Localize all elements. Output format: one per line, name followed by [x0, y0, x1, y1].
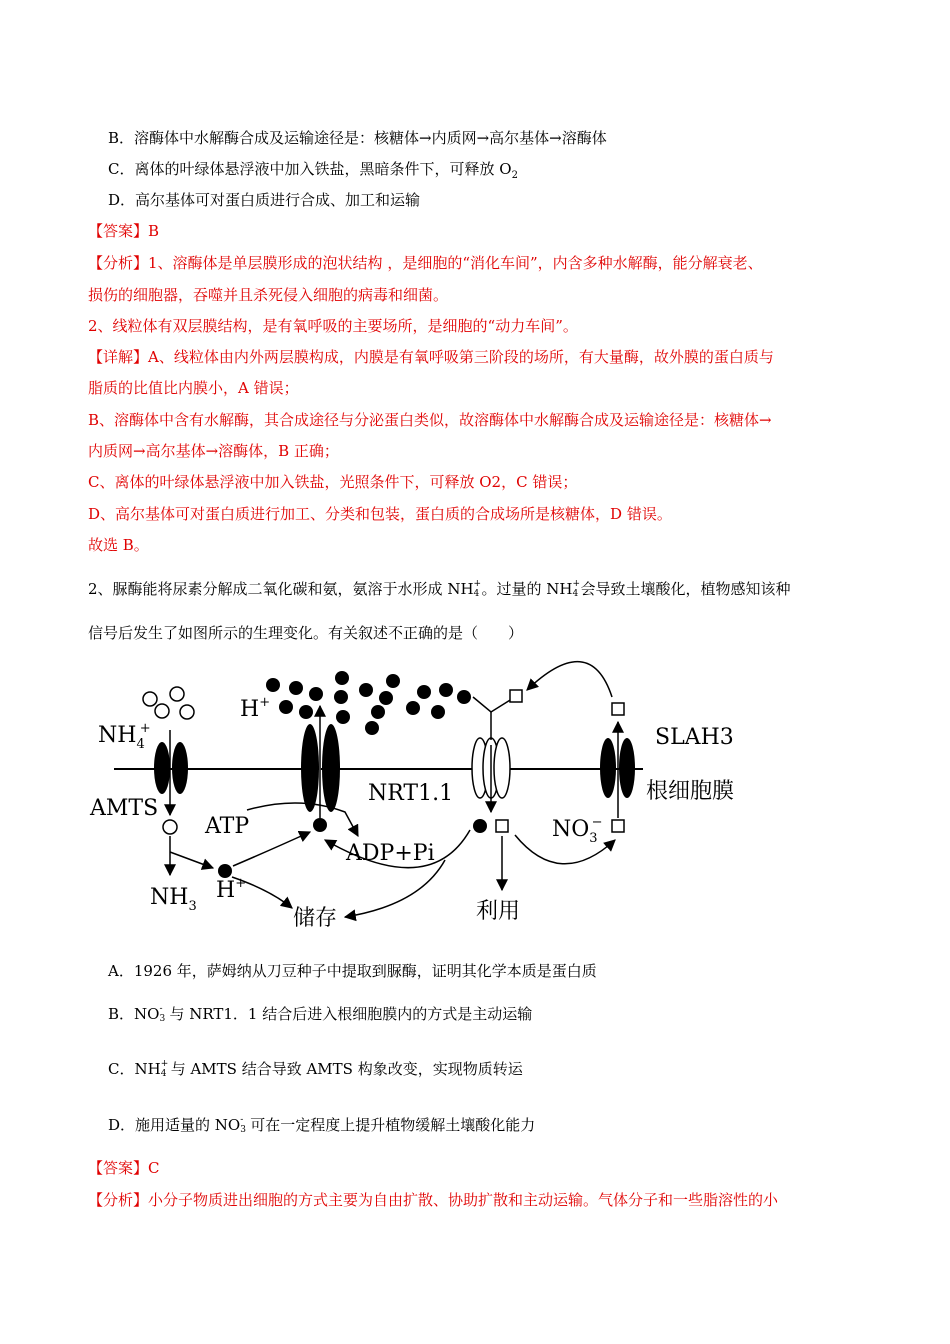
h-plus-dot — [218, 864, 232, 878]
nh4-outside-circles — [143, 687, 194, 719]
answer-1: 【答案】B — [88, 222, 160, 240]
nh4-sub: 4 — [473, 589, 480, 599]
proton-pump — [301, 706, 340, 818]
o2-symbol: O — [499, 160, 512, 178]
no3-slah3-inside-square — [612, 820, 624, 832]
no3-outside-square — [510, 690, 522, 702]
detail-line-6: D、高尔基体可对蛋白质进行加工、分类和包装，蛋白质的合成场所是核糖体，D 错误。 — [88, 505, 672, 523]
amts-label: AMTS — [90, 796, 159, 821]
question-2-line-2: 信号后发生了如图所示的生理变化。有关叙述不正确的是（ ） — [88, 624, 524, 642]
q2-option-c — [108, 1058, 523, 1080]
question-2-text-a: 2、脲酶能将尿素分解成二氧化碳和氨，氨溶于水形成 NH — [88, 580, 474, 598]
no3-minus-b: - — [159, 1004, 163, 1014]
o2-subscript: 2 — [511, 170, 518, 181]
analysis-line-1: 【分析】1、溶酶体是单层膜形成的泡状结构 ，是细胞的“消化车间”，内含多种水解酶，能分解衰老、 — [88, 254, 763, 272]
question-2-text-b: 。过量的 NH — [481, 580, 573, 598]
detail-line-3: B、溶酶体中含有水解酶，其合成途径与分泌蛋白类似，故溶酶体中水解酶合成及运输途径是：核糖体→ — [88, 411, 772, 429]
opt-c-post: 与 AMTS 结合导致 AMTS 构象改变，实现物质转运 — [170, 1060, 523, 1078]
q2-option-a: A．1926 年，萨姆纳从刀豆种子中提取到脲酶，证明其化学本质是蛋白质 — [108, 962, 597, 980]
no3-sub-d: 3 — [240, 1125, 246, 1135]
q2-option-d — [108, 1114, 535, 1136]
atp-label: ATP — [205, 814, 250, 839]
h-plus-bottom-label: H+ — [216, 876, 247, 903]
h-plus-top-label: H+ — [240, 695, 271, 722]
nh4-plus: + — [473, 579, 482, 589]
nh4-label: $NH_4+$ — [98, 721, 151, 752]
option-b-line: B．溶酶体中水解酶合成及运输途径是：核糖体→内质网→高尔基体→溶酶体 — [108, 129, 607, 147]
slah3-channel — [600, 722, 635, 818]
nh4-inside-circle — [163, 820, 177, 834]
h-plus-nrt-dot — [473, 819, 487, 833]
membrane-label: 根细胞膜 — [646, 779, 735, 804]
option-d-line: D．高尔基体可对蛋白质进行合成、加工和运输 — [108, 191, 421, 209]
use-label: 利用 — [476, 899, 521, 924]
detail-line-2: 脂质的比值比内膜小，A 错误； — [88, 379, 299, 397]
detail-line-5: C、离体的叶绿体悬浮液中加入铁盐，光照条件下，可释放 O2，C 错误； — [88, 473, 578, 491]
detail-line-7: 故选 B。 — [88, 536, 149, 554]
no3-label: $NO_3-$ — [552, 815, 603, 846]
opt-d-pre: D．施用适量的 NO — [108, 1116, 241, 1134]
no3-inside-square — [496, 820, 508, 832]
nh4-plus-c: + — [160, 1059, 169, 1069]
nrt-label: NRT1.1 — [368, 781, 454, 806]
question-2-text-c: 会导致土壤酸化，植物感知该种 — [580, 580, 791, 598]
nrt1-1-transporter — [472, 697, 515, 812]
nh3-label: $NH_3$ — [150, 885, 197, 914]
analysis-2-line-1: 【分析】小分子物质进出细胞的方式主要为自由扩散、协助扩散和主动运输。气体分子和一些脂溶性的小 — [88, 1191, 779, 1209]
nh4-sub-2: 4 — [572, 589, 579, 599]
analysis-line-2: 损伤的细胞器，吞噬并且杀死侵入细胞的病毒和细菌。 — [88, 286, 449, 304]
analysis-line-3: 2、线粒体有双层膜结构，是有氧呼吸的主要场所，是细胞的“动力车间”。 — [88, 317, 578, 335]
no3-sub-b: 3 — [159, 1014, 166, 1024]
no3-slah3-outside-square — [612, 703, 624, 715]
no3-minus-d: - — [240, 1115, 244, 1125]
opt-d-post: 可在一定程度上提升植物缓解土壤酸化能力 — [250, 1116, 536, 1134]
opt-c-pre: C．NH — [108, 1060, 161, 1078]
slah3-label: SLAH3 — [655, 725, 734, 750]
storage-label: 储存 — [293, 906, 338, 931]
option-c-text: C．离体的叶绿体悬浮液中加入铁盐，黑暗条件下，可释放 — [108, 160, 495, 178]
nh4-sub-c: 4 — [160, 1069, 167, 1079]
adp-label: ADP+Pi — [346, 841, 435, 866]
detail-line-1: 【详解】A、线粒体由内外两层膜构成，内膜是有氧呼吸第三阶段的场所，有大量酶，故外膜的蛋白质与 — [88, 348, 774, 366]
q2-option-b — [108, 1003, 532, 1025]
answer-2: 【答案】C — [88, 1159, 160, 1177]
opt-b-pre: B．NO — [108, 1005, 160, 1023]
detail-line-4: 内质网→高尔基体→溶酶体，B 正确； — [88, 442, 339, 460]
h-plus-outside-dots — [266, 671, 471, 735]
h-plus-inside-dot — [313, 818, 327, 832]
opt-b-post: 与 NRT1．1 结合后进入根细胞膜内的方式是主动运输 — [169, 1005, 533, 1023]
nh4-plus-2: + — [572, 579, 581, 589]
